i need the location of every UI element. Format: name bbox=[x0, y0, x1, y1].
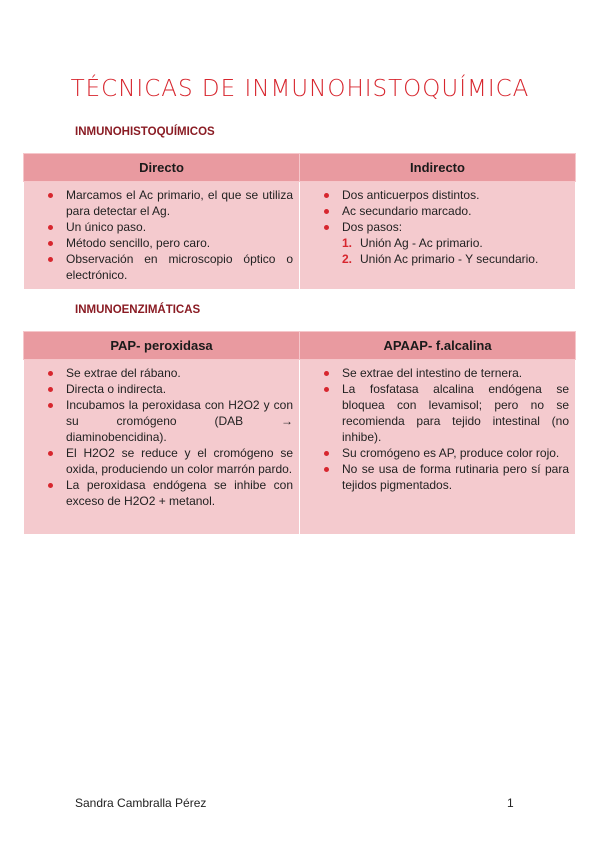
list-item: Directa o indirecta. bbox=[32, 381, 293, 397]
list-item: Se extrae del intestino de ternera. bbox=[308, 365, 569, 381]
list-item: Dos anticuerpos distintos. bbox=[308, 187, 569, 203]
comparison-table-inmunohistoquimicos bbox=[23, 153, 576, 290]
numbered-item bbox=[308, 251, 569, 267]
numbered-item bbox=[308, 235, 569, 251]
list-item: Su cromógeno es AP, produce color rojo. bbox=[308, 445, 569, 461]
section-heading-inmunohistoquimicos: INMUNOHISTOQUÍMICOS bbox=[75, 126, 215, 138]
item-text: Unión Ag - Ac primario. bbox=[360, 236, 483, 250]
column-header-apaap-f-alcalina: APAAP- f.alcalina bbox=[300, 332, 576, 360]
item-text: Unión Ac primario - Y secundario. bbox=[360, 252, 539, 266]
comparison-table-inmunoenzimaticas bbox=[23, 331, 576, 535]
list-item: Un único paso. bbox=[32, 219, 293, 235]
page-title: TÉCNICAS DE INMUNOHISTOQUÍMICA bbox=[70, 76, 530, 102]
column-header-directo: Directo bbox=[24, 154, 300, 182]
list-item: La fosfatasa alcalina endógena se bloquea con levamisol; pero no se recomienda para tejido intestinal (no inhibe). bbox=[308, 381, 569, 445]
section-heading-inmunoenzimaticas: INMUNOENZIMÁTICAS bbox=[75, 304, 201, 316]
list-item: No se usa de forma rutinaria pero sí para tejidos pigmentados. bbox=[308, 461, 569, 493]
table-cell-directo bbox=[24, 182, 300, 290]
numbered-list bbox=[308, 235, 569, 267]
item-number: 1. bbox=[342, 236, 353, 250]
list-item: Se extrae del rábano. bbox=[32, 365, 293, 381]
footer-author: Sandra Cambralla Pérez bbox=[75, 796, 207, 810]
list-item: El H2O2 se reduce y el cromógeno se oxida, produciendo un color marrón pardo. bbox=[32, 445, 293, 477]
table-cell-pap bbox=[24, 360, 300, 535]
bullet-list bbox=[308, 187, 569, 235]
item-number: 2. bbox=[342, 252, 353, 266]
column-header-indirecto: Indirecto bbox=[300, 154, 576, 182]
column-header-pap-peroxidasa: PAP- peroxidasa bbox=[24, 332, 300, 360]
list-item: Incubamos la peroxidasa con H2O2 y con su cromógeno (DAB → diaminobencidina). bbox=[32, 397, 293, 445]
list-item: La peroxidasa endógena se inhibe con exceso de H2O2 + metanol. bbox=[32, 477, 293, 509]
list-item: Observación en microscopio óptico o electrónico. bbox=[32, 251, 293, 283]
table-cell-indirecto bbox=[300, 182, 576, 290]
bullet-list bbox=[32, 187, 293, 283]
bullet-list bbox=[308, 365, 569, 493]
list-item: Marcamos el Ac primario, el que se utiliza para detectar el Ag. bbox=[32, 187, 293, 219]
bullet-list bbox=[32, 365, 293, 509]
table-cell-apaap bbox=[300, 360, 576, 535]
footer-page-number: 1 bbox=[507, 796, 514, 810]
list-item: Ac secundario marcado. bbox=[308, 203, 569, 219]
list-item: Método sencillo, pero caro. bbox=[32, 235, 293, 251]
list-item: Dos pasos: bbox=[308, 219, 569, 235]
